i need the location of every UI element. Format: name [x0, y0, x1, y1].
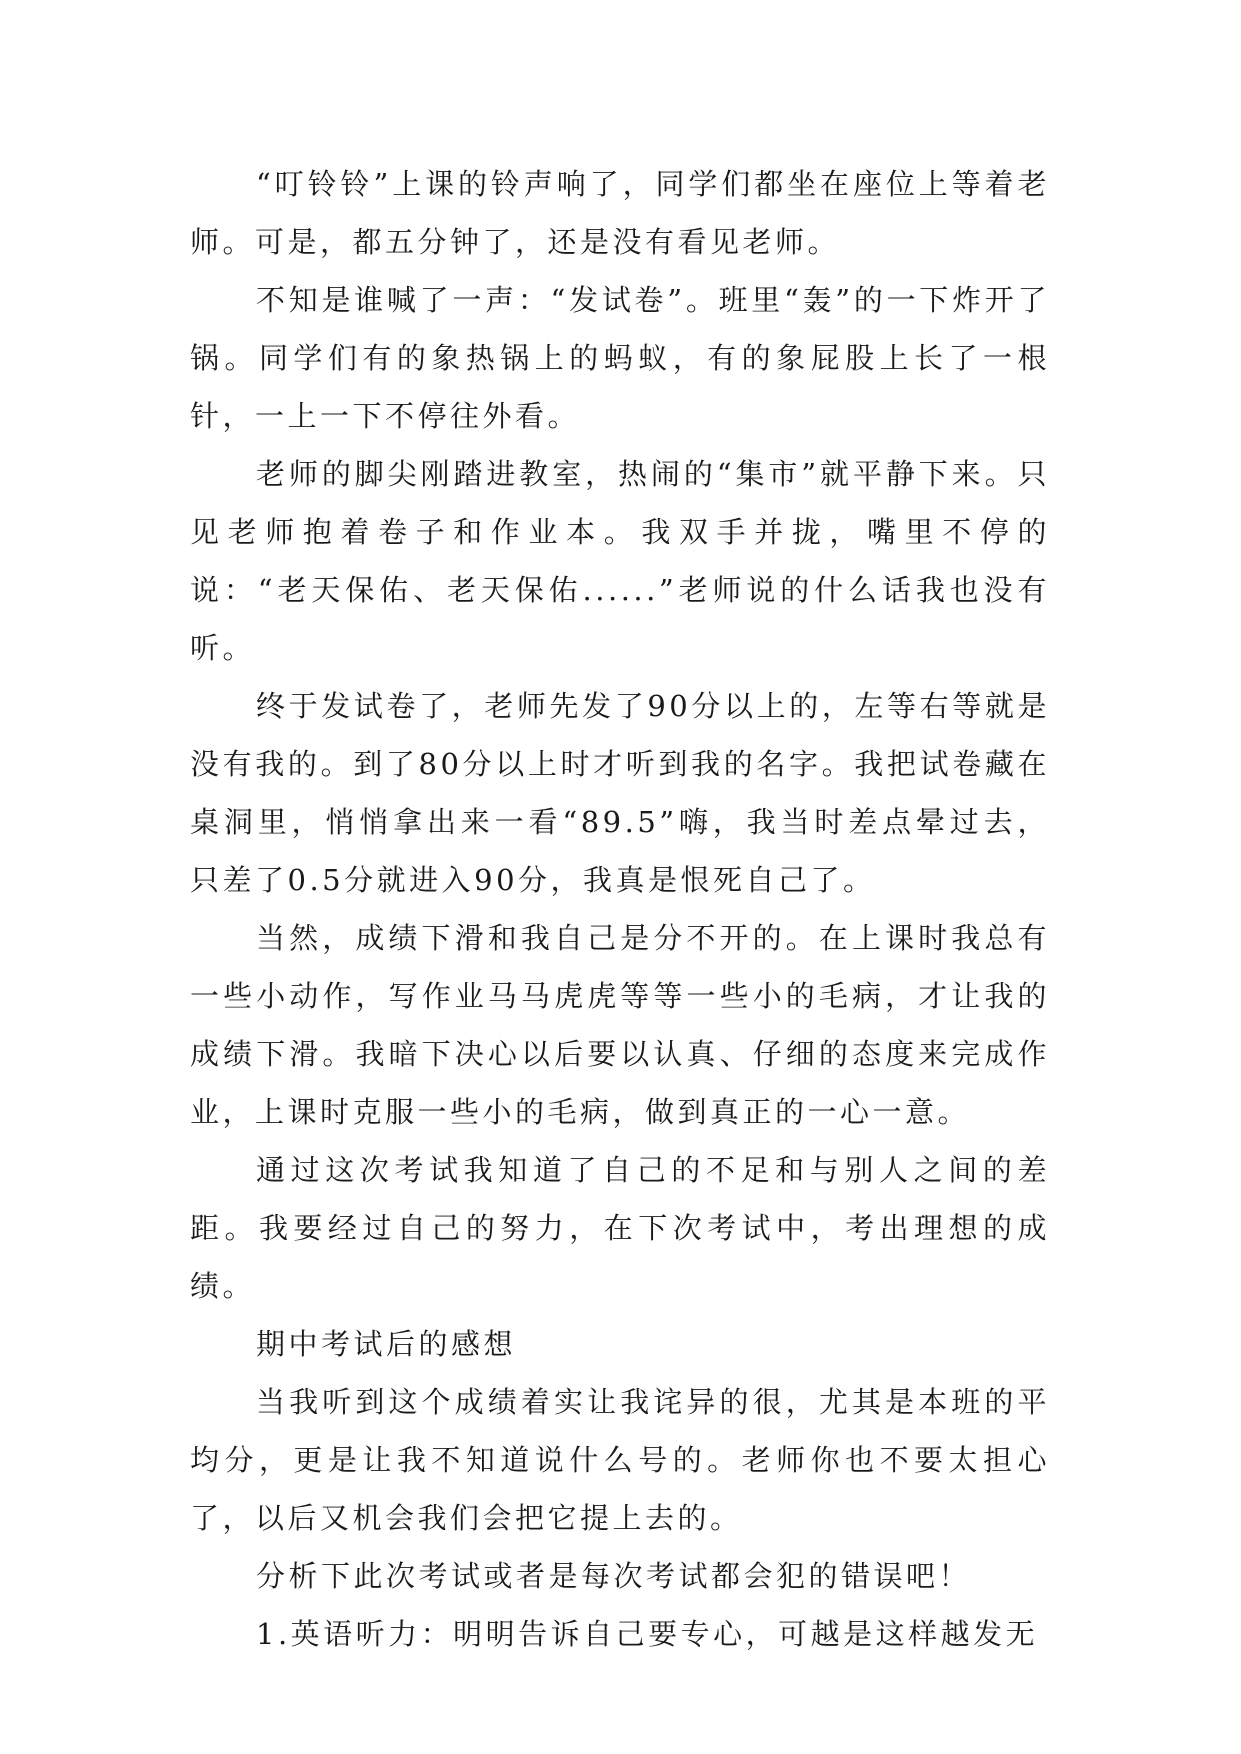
paragraph: 不知是谁喊了一声：“发试卷”。班里“轰”的一下炸开了锅。同学们有的象热锅上的蚂蚁，有的象屁股上长了一根针，一上一下不停往外看。 [190, 283, 1050, 433]
paragraph: 老师的脚尖刚踏进教室，热闹的“集市”就平静下来。只见老师抱着卷子和作业本。我双手并拢，嘴里不停的说：“老天保佑、老天保佑......”老师说的什么话我也没有听。 [190, 457, 1050, 665]
paragraph: 当我听到这个成绩着实让我诧异的很，尤其是本班的平均分，更是让我不知道说什么号的。老师你也不要太担心了，以后又机会我们会把它提上去的。 [190, 1385, 1050, 1535]
paragraph: 分析下此次考试或者是每次考试都会犯的错误吧！ [256, 1559, 972, 1593]
paragraph: 通过这次考试我知道了自己的不足和与别人之间的差距。我要经过自己的努力，在下次考试中，考出理想的成绩。 [190, 1153, 1050, 1303]
section-heading: 期中考试后的感想 [256, 1327, 517, 1361]
paragraph: 终于发试卷了，老师先发了90分以上的，左等右等就是没有我的。到了80分以上时才听到我的名字。我把试卷藏在桌洞里，悄悄拿出来一看“89.5”嗨，我当时差点晕过去，只差了0.5分就进入90分，我真是恨死自己了。 [190, 689, 1050, 897]
paragraph: 1.英语听力：明明告诉自己要专心，可越是这样越发无 [256, 1617, 1039, 1651]
paragraph: 当然，成绩下滑和我自己是分不开的。在上课时我总有一些小动作，写作业马马虎虎等等一些小的毛病，才让我的成绩下滑。我暗下决心以后要以认真、仔细的态度来完成作业，上课时克服一些小的毛病，做到真正的一心一意。 [190, 921, 1050, 1129]
document-body [190, 155, 1050, 1663]
paragraph: “叮铃铃”上课的铃声响了，同学们都坐在座位上等着老师。可是，都五分钟了，还是没有看见老师。 [190, 167, 1050, 259]
